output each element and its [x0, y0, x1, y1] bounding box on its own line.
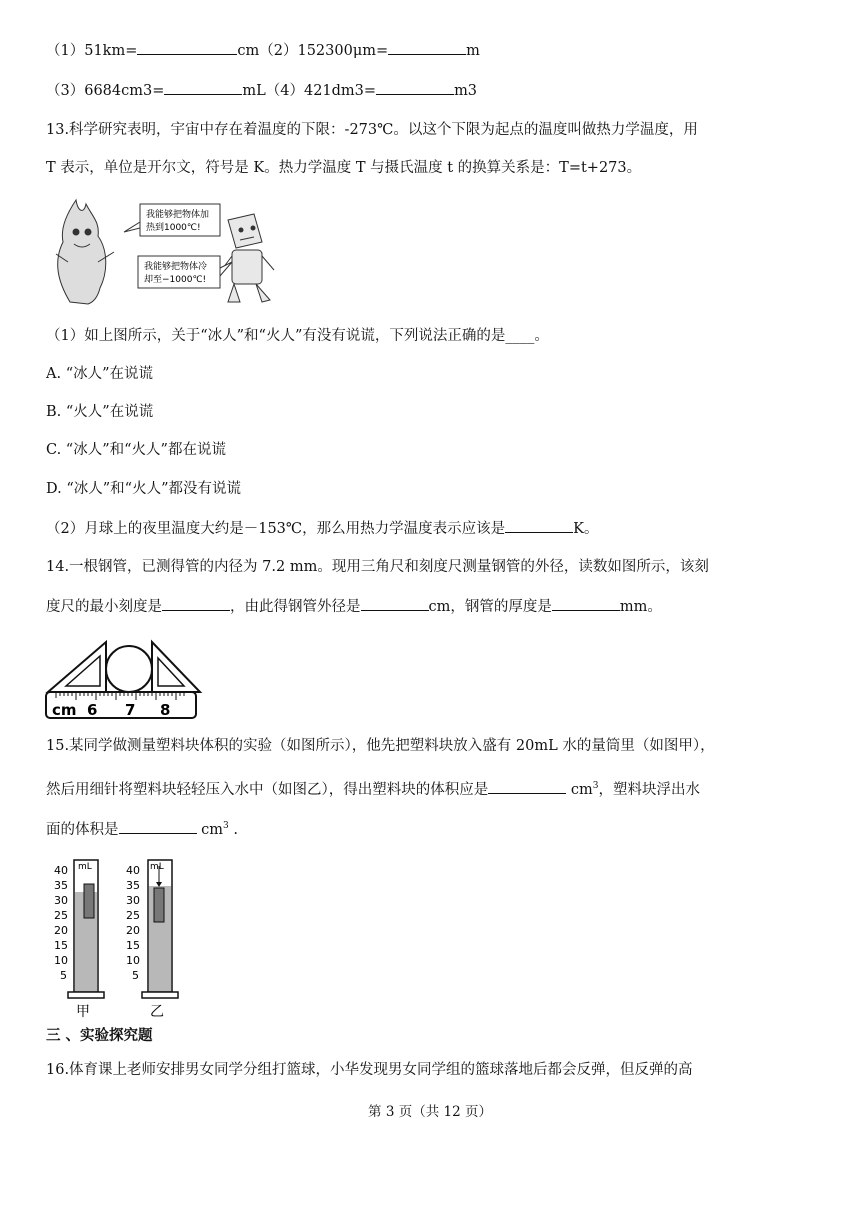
q13-sub2: [46, 518, 598, 539]
jia-tick-25: 25: [54, 909, 68, 922]
q14-part3: cm，钢管的厚度是: [428, 599, 552, 615]
q14-part4: mm。: [619, 599, 662, 615]
yi-tick-25: 25: [126, 909, 140, 922]
q12-part2: cm（2）152300μm=: [237, 43, 389, 59]
q12-part6: m3: [454, 83, 478, 99]
answer-blank[interactable]: [376, 80, 454, 95]
cylinder-jia: [54, 860, 104, 1020]
q12-line1: [46, 40, 480, 61]
yi-tick-5: 5: [132, 969, 139, 982]
q15-line3: [46, 816, 238, 840]
q14-line2: [46, 596, 662, 617]
jia-tick-20: 20: [54, 924, 68, 937]
answer-blank[interactable]: [137, 40, 237, 55]
q13-sub2-unit: K。: [573, 521, 599, 537]
yi-unit-label: mL: [150, 862, 164, 872]
q12-part5: mL（4）421dm3=: [242, 83, 377, 99]
q12-part4: （3）6684cm3=: [46, 83, 165, 99]
yi-tick-20: 20: [126, 924, 140, 937]
q15-part1: 然后用细针将塑料块轻轻压入水中（如图乙），得出塑料块的体积应是: [46, 781, 489, 798]
q13-sub1: （1）如上图所示，关于“冰人”和“火人”有没有说谎，下列说法正确的是____。: [46, 328, 549, 344]
q15-part3: 面的体积是: [46, 821, 119, 838]
yi-tick-35: 35: [126, 879, 140, 892]
label-yi: 乙: [150, 1004, 164, 1020]
fire-ice-figure: [48, 192, 288, 310]
answer-blank[interactable]: [361, 596, 429, 611]
ruler-number-7: 7: [125, 701, 136, 719]
jia-tick-5: 5: [60, 969, 67, 982]
q12-part3: m: [466, 43, 480, 59]
q13-intro-line2: T 表示，单位是开尔文，符号是 K。热力学温度 T 与摄氏温度 t 的换算关系是：T=t+273。: [46, 160, 642, 176]
q15-line2: [46, 776, 700, 800]
q13-intro-line1: 13.科学研究表明，宇宙中存在着温度的下限：-273℃。以这个下限为起点的温度叫做热力学温度，用: [46, 122, 698, 138]
option-c: C. “冰人”和“火人”都在说谎: [46, 442, 226, 458]
jia-tick-10: 10: [54, 954, 68, 967]
option-d: D. “冰人”和“火人”都没有说谎: [46, 481, 241, 497]
option-a: A. “冰人”在说谎: [46, 366, 154, 382]
label-jia: 甲: [76, 1004, 90, 1020]
yi-tick-10: 10: [126, 954, 140, 967]
q14-line1: 14.一根钢管，已测得管的内径为 7.2 mm。现用三角尺和刻度尺测量钢管的外径，读数如图所示，该刻: [46, 559, 709, 575]
yi-tick-15: 15: [126, 939, 140, 952]
ice-bubble-line1: 我能够把物体冷: [144, 262, 208, 272]
answer-blank[interactable]: [388, 40, 466, 55]
option-b: B. “火人”在说谎: [46, 404, 154, 420]
jia-tick-35: 35: [54, 879, 68, 892]
q15-sup1: 3: [592, 781, 599, 791]
q16-line1: 16.体育课上老师安排男女同学分组打篮球，小华发现男女同学组的篮球落地后都会反弹，但反弹的高: [46, 1062, 693, 1078]
q15-part2: ，塑料块浮出水: [598, 781, 700, 798]
answer-blank[interactable]: [162, 596, 230, 611]
q15-period: .: [228, 821, 238, 838]
answer-blank[interactable]: [164, 80, 242, 95]
fire-bubble-line2: 热到1000℃!: [146, 223, 201, 233]
answer-blank[interactable]: [552, 596, 620, 611]
answer-blank[interactable]: [505, 518, 573, 533]
ice-bubble-line2: 却至−1000℃!: [144, 275, 207, 285]
yi-tick-40: 40: [126, 864, 140, 877]
jia-tick-40: 40: [54, 864, 68, 877]
jia-unit-label: mL: [78, 862, 92, 872]
jia-tick-15: 15: [54, 939, 68, 952]
ruler-number-8: 8: [160, 701, 171, 719]
q12-part1: （1）51km=: [46, 43, 138, 59]
q14-part2: ，由此得钢管外径是: [230, 599, 361, 615]
answer-blank[interactable]: [488, 779, 566, 794]
q14-part1: 度尺的最小刻度是: [46, 599, 162, 615]
jia-tick-30: 30: [54, 894, 68, 907]
ruler-number-6: 6: [87, 701, 98, 719]
page-footer: 第 3 页（共 12 页）: [368, 1104, 492, 1120]
q13-sub2-text: （2）月球上的夜里温度大约是－153℃，那么用热力学温度表示应该是: [46, 521, 506, 537]
ruler-unit-label: cm: [52, 701, 77, 719]
cylinder-figure: [46, 852, 186, 1020]
ruler-figure: [44, 638, 204, 722]
section-heading: 三 、实验探究题: [46, 1028, 153, 1044]
q12-line2: [46, 80, 477, 101]
yi-tick-30: 30: [126, 894, 140, 907]
q15-sup2: 3: [222, 821, 229, 831]
q15-unit2: cm: [196, 821, 223, 838]
q15-unit1: cm: [566, 781, 593, 798]
cylinder-yi: [126, 860, 178, 1020]
answer-blank[interactable]: [119, 819, 197, 834]
fire-bubble-line1: 我能够把物体加: [146, 210, 210, 220]
q15-line1: 15.某同学做测量塑料块体积的实验（如图所示），他先把塑料块放入盛有 20mL 水的量筒里（如图甲），: [46, 738, 715, 754]
